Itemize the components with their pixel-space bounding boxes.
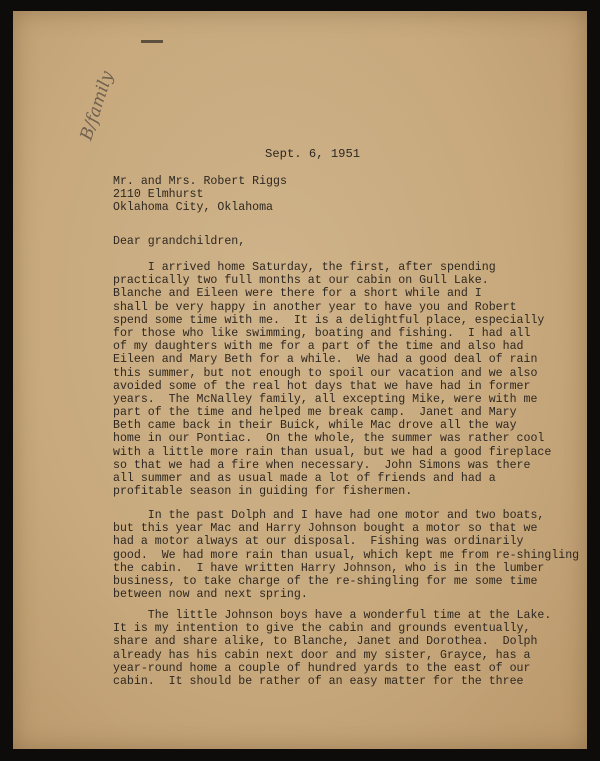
paragraph-line: but this year Mac and Harry Johnson bought a motor so that we: [113, 522, 538, 536]
paragraph-line: years. The McNalley family, all excepting Mike, were with me: [113, 392, 538, 406]
paragraph-line: In the past Dolph and I have had one motor and two boats,: [113, 509, 545, 522]
address-line-1: Mr. and Mrs. Robert Riggs: [113, 175, 287, 188]
paragraph-line: spend some time with me. It is a delightful place, especially: [113, 313, 545, 327]
paragraph-line: profitable season in guiding for fishermen.: [113, 485, 413, 499]
paragraph-line: business, to take charge of the re-shingling for me some time: [113, 574, 538, 588]
paragraph-line: good. We had more rain than usual, which kept me from re-shingling: [113, 548, 580, 562]
paragraph-line: shall be very happy in another year to have you and Robert: [113, 300, 517, 314]
handwritten-note: [65, 69, 125, 149]
paragraph-line: share and share alike, to Blanche, Janet and Dorothea. Dolph: [113, 635, 538, 649]
paragraph-line: Eileen and Mary Beth for a while. We had a good deal of rain: [113, 353, 538, 367]
paragraph-3: [113, 609, 551, 688]
letter-date: Sept. 6, 1951: [265, 147, 361, 161]
salutation: Dear grandchildren,: [113, 235, 246, 248]
paragraph-line: had a motor always at our disposal. Fishing was ordinarily: [113, 535, 524, 549]
marginal-note-text: B/family: [76, 69, 118, 143]
typewriter-mark: [141, 40, 163, 43]
address-line-3: Oklahoma City, Oklahoma: [113, 201, 274, 214]
paragraph-line: Beth came back in their Buick, while Mac drove all the way: [113, 419, 517, 433]
address-line-2: 2110 Elmhurst: [113, 188, 204, 201]
paragraph-line: part of the time and helped me break camp. Janet and Mary: [113, 406, 517, 420]
paragraph-line: so that we had a fire when necessary. John Simons was there: [113, 458, 531, 472]
paragraph-line: all summer and as usual made a lot of friends and had a: [113, 472, 496, 485]
paragraph-line: cabin. It should be rather of an easy matter for the three: [113, 674, 524, 688]
paragraph-2: [113, 509, 579, 601]
paragraph-line: home in our Pontiac. On the whole, the summer was rather cool: [113, 432, 545, 446]
paragraph-line: practically two full months at our cabin on Gull Lake.: [113, 274, 489, 288]
paragraph-1: [113, 261, 551, 498]
paragraph-line: Blanche and Eileen were there for a short while and I: [113, 287, 482, 301]
paragraph-line: I arrived home Saturday, the first, after spending: [113, 261, 496, 274]
paragraph-line: of my daughters with me for a part of the time and also had: [113, 340, 524, 354]
paragraph-line: between now and next spring.: [113, 588, 308, 602]
paragraph-line: already has his cabin next door and my sister, Grayce, has a: [113, 648, 531, 662]
paragraph-line: with a little more rain than usual, but we had a good fireplace: [113, 445, 552, 459]
paragraph-line: It is my intention to give the cabin and grounds eventually,: [113, 622, 531, 636]
paragraph-line: this summer, but not enough to spoil our vacation and we also: [113, 366, 538, 380]
letter-page: [13, 11, 587, 749]
paragraph-line: the cabin. I have written Harry Johnson, who is in the lumber: [113, 561, 545, 575]
paragraph-line: year-round home a couple of hundred yards to the east of our: [113, 661, 531, 675]
paragraph-line: avoided some of the real hot days that we have had in former: [113, 379, 531, 393]
paragraph-line: for those who like swimming, boating and fishing. I had all: [113, 326, 531, 340]
paragraph-line: The little Johnson boys have a wonderful time at the Lake.: [113, 609, 552, 622]
